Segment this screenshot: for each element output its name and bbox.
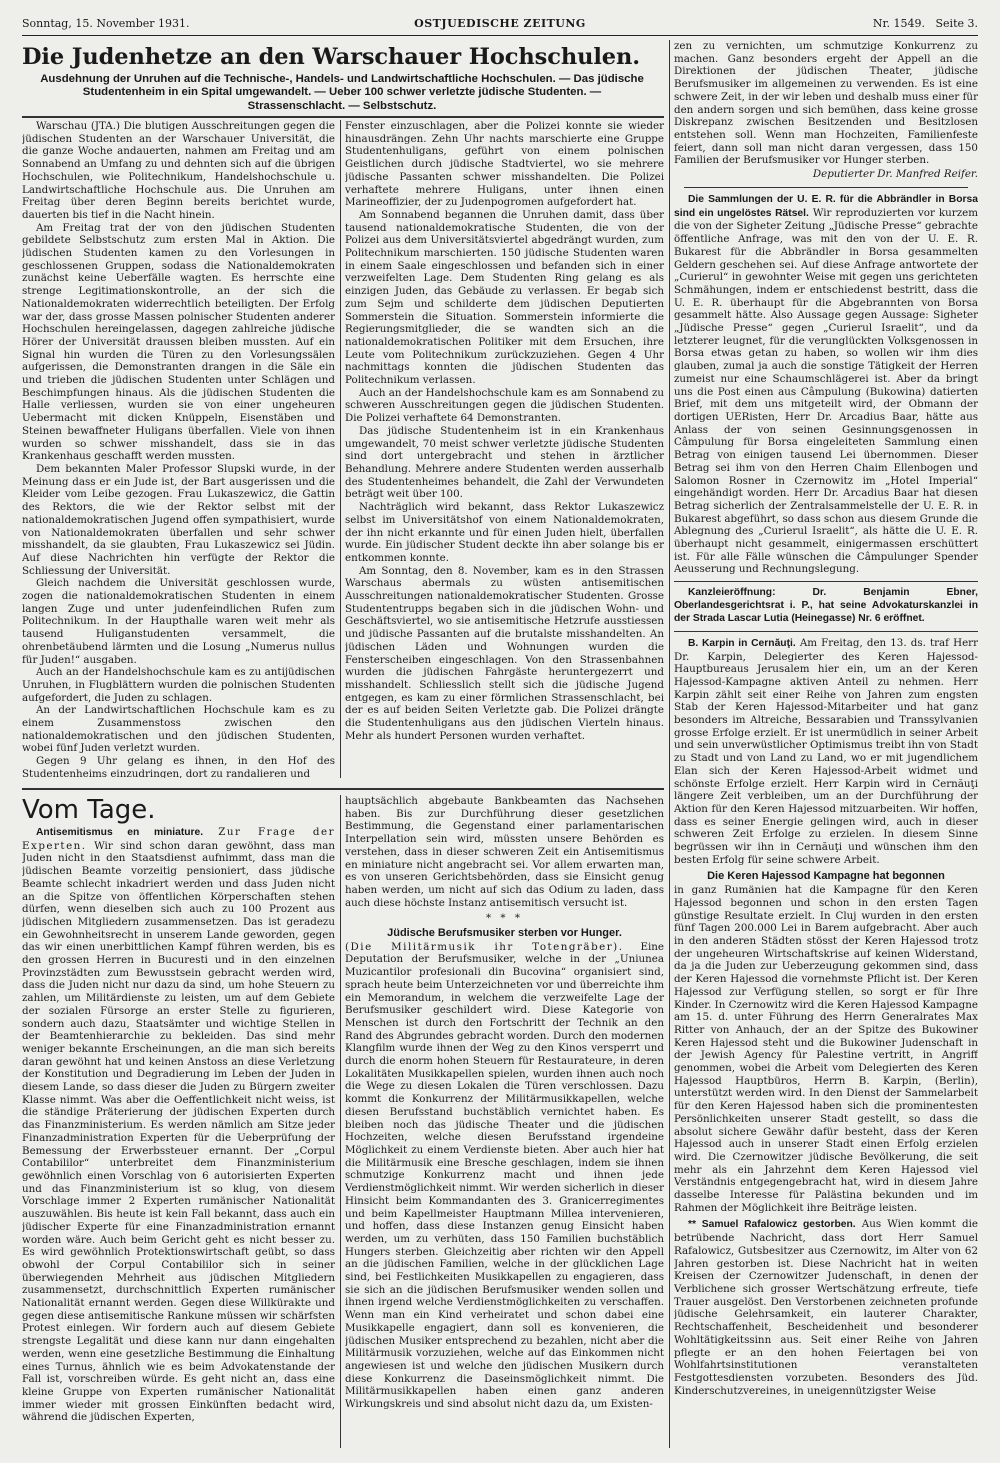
- article-title: B. Karpin in Cernăuţi.: [688, 637, 796, 649]
- article-title: ** Samuel Rafalowicz gestorben.: [688, 1219, 856, 1231]
- article-body: Wir reproduzierten vor kurzem die von der Sigheter Zeitung „Jüdische Presse“ gebrachte öffentliche Anfrage, was mit den von der U. E. R. Bukarest für die Abbrändler in Borsa gesammelten Geldern geschehen sei. Auf diese Anfrage antwortete der „Curierul“ in gewohnter Weise mit gegen uns gerichteten Schmähungen, indem er entschiedenst bestritt, dass die U. E. R. überhaupt für die Abgebrannten von Borsa gesammelt hätte. Also Aussage gegen Aussage: Sigheter „Jüdische Presse“ gegen „Curierul Israelit“, und da letzterer leugnet, für die verunglückten Volksgenossen in Borsa etwas getan zu haben, so wollen wir ihm dies glauben, zumal ja auch die sonstige Tätigkeit der Herren zumeist nur eine Schaumschlägerei ist. Aber da bringt uns die Post einen aus Câmpulung (Bukowina) datierten Brief, mit dem uns mitgeteilt wird, der Obmann der dortigen UERisten, Herr Dr. Arcadius Baar, hätte aus Anlass der von seinen Gesinnungsgenossen in Câmpulung für Borsa eingeleiteten Sammlung einen Betrag von einigen tausend Lei übernommen. Dieser Betrag sei ihm von den Herren Chaim Ellenbogen und Salomon Rosner in Czernowitz im „Hotel Imperial“ eingehändigt worden. Herr Dr. Arcadius Baar hat diesen Betrag sicherlich der Zentralsammelstelle der U. E. R. in Bukarest abgeführt, so dass schon aus diesem Grunde die Ablegnung des „Curierul Israelit“, als hätte die U. E. R. überhaupt nicht gesammelt, einigermassen erschüttert ist. Für alle Fälle wünschen die Câmpulunger Spender Aeusserung und Rechnungslegung.: [674, 206, 978, 576]
- subhead-rule: [22, 116, 664, 118]
- lead-paragraph: Gegen 9 Uhr gelang es ihnen, in den Hof des Studentenheims einzudringen, dort zu randalieren und: [22, 755, 335, 778]
- vom-tage-column-2: [345, 795, 664, 1448]
- running-head: [22, 13, 978, 36]
- article-rule: [674, 631, 978, 632]
- lead-paragraph: Das jüdische Studentenheim ist in ein Krankenhaus umgewandelt, 70 meist schwer verletzte jüdische Studenten sind dort untergebracht und stehen in ärztlicher Behandlung. Mehrere andere Studenten werden ausserhalb des Studentenheimes behandelt, die Zahl der Verwundeten beträgt weit über 100.: [345, 424, 664, 501]
- lead-paragraph: Nachträglich wird bekannt, dass Rektor Lukaszewicz selbst im Universitätshof von einem Nationaldemokraten, der ihn nicht erkannte und für einen Juden hielt, überfallen wurde. Ein jüdischer Student deckte ihn aber solange bis er entkommen konnte.: [345, 501, 664, 564]
- article-body: hauptsächlich abgebaute Bankbeamten das Nachsehen haben. Bis zur Durchführung dieser gesetzlichen Bestimmung, die Gegenstand einer parlamentarischen Interpellation sein wird, müssten unsere Behörden es verstehen, dass in dieser schweren Zeit ein Antisemitismus en miniature nicht angebracht sei. Vor allem erwarten man, es von unseren Gerichtsbehörden, dass sie Einsicht genug haben werden, um nicht auf sich das Odium zu laden, dass auch diese höchste Instanz antisemitisch versucht ist.: [345, 795, 664, 909]
- column-rule: [669, 40, 670, 1448]
- newspaper-name: OSTJUEDISCHE ZEITUNG: [414, 17, 586, 30]
- section-rule: [22, 788, 664, 790]
- issue-number: Nr. 1549.: [872, 17, 925, 30]
- article-body: Wir sind schon daran gewöhnt, dass man Juden nicht in den Staatsdienst aufnimmt, dass man die jüdischen Beamte vorzeitig pensioniert, dass jüdische Beamte schlecht inkadriert werden und dass Juden nicht an die Spitze von öffentlichen Körperschaften stehen dürfen, wenn dieselben sich auch zu 100 Prozent aus jüdischen Mitgliedern zusammensetzen. Das ist geradezu ein Gewohnheitsrecht in unserem Lande geworden, gegen das wir einen unerbittlichen Kampf führen werden, bis es den grossen Herren in Bucuresti und in den einzelnen Provinzstädten zum Bewusstsein gebracht werden wird, dass die Juden nicht nur dazu da sind, um hohe Steuern zu zahlen, um Militärdienste zu leisten, um auf dem Gebiete der sozialen Fürsorge an erster Stelle zu figurieren, sondern auch dazu, Staatsämter und wichtige Stellen in der Beamtenhierarchie zu bekleiden. Das sind mehr weniger bekannte Erscheinungen, an die man sich bereits daran gewöhnt hat und keinen Anstoss an diese Verletzung der Konstitution und Degradierung im Leben der Juden in diesem Lande, so dass dieser die Juden zu Bürgern zweiter Klasse nimmt. Was aber die Oeffentlichkeit nicht weiss, ist die ständige Präterierung der jüdischen Experten durch das Finanzministerium. Es werden nämlich am Sitze jeder Finanzadministration Experten für die Ueberprüfung der Bemessung der Erwerbssteuer ernannt. Der „Corpul Contabililor“ unterbreitet dem Finanzministerium gewöhnlich einen Vorschlag von 6 autorisierten Experten und das Finanzministerium ist so klug, von diesem Vorschlage immer 2 Experten rumänischer Nationalität auszuwählen. Bis heute ist kein Fall bekannt, dass auch ein jüdischer Experte für eine Finanzadministration ernannt worden wäre. Auch beim Gericht geht es nicht besser zu. Es wird gewöhnlich Protektionswirtschaft geübt, so dass obwohl der Corpul Contabililor sich in seiner überwiegenden Mehrheit aus jüdischen Mitgliedern zusammensetzt, durchschnittlich Experten rumänischer Nationalität ernannt werden. Gegen diese Willkürakte und gegen diese antisemitische Rankune müssen wir schärfsten Protest einlegen. Wir fordern auch auf diesem Gebiete strengste Legalität und diese kann nur dann eingehalten werden, wenn eine gesetzliche Bestimmung die Einhaltung eines Turnus, ähnlich wie es beim Advokatenstande der Fall ist, vorschreiben würde. Es geht nicht an, dass eine kleine Gruppe von Experten rumänischer Nationalität immer wieder mit grossen Einkünften bedacht wird, während die jüdischen Experten,: [22, 839, 335, 1424]
- article-title: Jüdische Berufsmusiker sterben vor Hunger.: [387, 927, 622, 940]
- lead-paragraph: Dem bekannten Maler Professor Slupski wurde, in der Meinung dass er ein Jude ist, der Bart ausgerissen und die Kleider vom Leibe gezogen. Frau Lukaszewicz, die Gattin des Rektors, die wie der Rektor selbst mit der nationaldemokratischen Jugend offen sympathisiert, wurde von Nationaldemokraten überfallen und sehr schwer misshandelt, da sie glaubten, Frau Lukaszewicz sei Jüdin. Auf diese Nachrichten hin verfügte der Rektor die Schliessung der Universität.: [22, 462, 335, 577]
- article-body: Aus Wien kommt die betrübende Nachricht, dass dort Herr Samuel Rafalowicz, Gutsbesitzer aus Czernowitz, im Alter von 62 Jahren gestorben ist. Diese Nachricht hat in weiten Kreisen der Czernowitzer Judenschaft, in denen der Verblichene sich grosser Wertschätzung erfreute, tiefe Trauer ausgelöst. Den Verstorbenen zeichneten profunde jüdische Gelehrsamkeit, ein lauterer Charakter, Rechtschaffenheit, Bescheidenheit und besonderer Wohltätigkeitssinn aus. Seit einer Reihe von Jahren pflegte er an den hohen Feiertagen bei von Wohlfahrtsinstitutionen veranstalteten Festgottesdiensten vorzubeten. Besonders des Jüd. Kinderschutzvereines, in uneigennützigster Weise: [674, 1218, 978, 1397]
- lead-paragraph: Gleich nachdem die Universität geschlossen wurde, zogen die nationaldemokratischen Studenten in einem langen Zuge und unter judenfeindlichen Rufen zum Politechnikum. In der Haupthalle waren weit mehr als tausend Huliganstudenten versammelt, die ohrenbetäubend lärmten und die Losung „Numerus nullus für Juden!“ ausgaben.: [22, 577, 335, 666]
- article-subtitle: (Die Militärmusik ihr Totengräber).: [345, 940, 624, 953]
- lead-paragraph: Auch an der Handelshochschule kam es zu antijüdischen Unruhen, in Flugblättern wurden die polnischen Studenten aufgefordert, die Juden zu schlagen.: [22, 666, 335, 704]
- article-body: zen zu vernichten, um schmutzige Konkurrenz zu machen. Ganz besonders ergeht der Appell an die Direktionen der jüdischen Theater, jüdische Berufsmusiker im allgemeinen zu verwenden. Es ist eine schwere Zeit, in der wir leben und deshalb muss einer für den andern sorgen und sich bemühen, dass keine grosse Diskrepanz zwischen Besitzenden und Besitzlosen entstehen soll. Wenn man Hochzeiten, Familienfeste feiert, dann soll man nicht daran vergessen, dass 150 Familien der Berufsmusiker vor Hunger sterben.: [674, 40, 978, 167]
- lead-column-2: [345, 120, 664, 778]
- lead-paragraph: Auch an der Handelshochschule kam es am Sonnabend zu schweren Ausschreitungen gegen die jüdischen Studenten. Die Polizei verhaftete 64 Demonstranten.: [345, 386, 664, 425]
- article-body: in ganz Rumänien hat die Kampagne für den Keren Hajessod begonnen und schon in den ersten Tagen günstige Resultate erzielt. In Cluj wurden in den ersten fünf Tagen 200.000 Lei in Barem aufgebracht. Aber auch in den anderen Städten stösst der Keren Hajessod trotz der ungeheuren Wirtschaftskrise auf keinen Widerstand, da ja die Juden zur Ueberzeugung gekommen sind, dass der Keren Hajessod die vornehmste Pflicht ist. Der Keren Hajessod zur Verfügung stellen, so sorgt er für Ihre Kinder. In Czernowitz wird die Keren Hajessod Kampagne am 15. d. unter Führung des Herrn Generalrates Max Ritter von Anhauch, der an der Spitze des Bukowiner Keren Hajessod steht und die Bukowiner Judenschaft in der Jewish Agency für Palestine vertritt, in Angriff genommen, wobei die Arbeit vom Delegierten des Keren Hajessod Hauptbüros, Herrn B. Karpin, (Berlin), unterstützt werden wird. In den Dienst der Sammelarbeit für den Keren Hajessod haben sich die prominentesten Persönlichkeiten unserer Stadt gestellt, so dass die absolut sichere Gewähr dafür besteht, dass der Keren Hajessod auch in unserer Stadt einen Erfolg erzielen wird. Die Czernowitzer jüdische Bevölkerung, die seit mehr als ein Jahrzehnt dem Keren Hajessod viel Verständnis entgegengebracht hat, wird in diesem Jahre dasselbe Interesse für Palästina bekunden und im Rahmen der Möglichkeit ihre Beiträge leisten.: [674, 884, 978, 1214]
- lead-paragraph: Am Sonnabend begannen die Unruhen damit, dass über tausend nationaldemokratische Studenten, die von der Polizei aus dem Universitätsviertel abgedrängt wurden, zum Politechnikum marschierten. 150 jüdische Studenten waren in einem Saale eingeschlossen und befanden sich in einer verzweifelten Lage. Dem Studenten Ring gelang es als einzigen Juden, das Gebäude zu verlassen. Er begab sich zum Sejm und schilderte dem jüdischen Deputierten Sommerstein die Situation. Sommerstein informierte die Regierungsmitglieder, die se wandten sich an die nationaldemokratischen Politiker mit dem Ersuchen, ihre Leute vom Politechnikum zurückzuziehen. Gegen 4 Uhr nachmittags konnten die jüdischen Studenten das Politechnikum verlassen.: [345, 208, 664, 387]
- article-title: Die Keren Hajessod Kampagne hat begonnen: [707, 870, 945, 883]
- lead-paragraph: Am Freitag trat der von den jüdischen Studenten gebildete Selbstschutz zum ersten Mal in Aktion. Die jüdischen Studenten kamen zu den Vorlesungen in geschlossenen Gruppen, sodass die Nationaldemokraten zunächst keine Ueberfälle wagten. Es herrschte eine strenge Legitimationskontrolle, an der sich die Nationaldemokraten widerrechtlich beteiligten. Der Erfolg war der, dass grosse Massen polnischer Studenten anderer Hochschulen hereingelassen, dagegen zahlreiche jüdische Hörer der Universität draussen bleiben mussten. Auf ein Signal hin wurden die Türen zu den Vorlesungssälen aufgerissen, die Demonstranten drangen in die Säle ein und trieben die jüdischen Studenten unter Schlägen und Beschimpfungen hinaus. Als die jüdischen Studenten die Halle verliessen, wurden sie von einer ungeheuren Uebermacht mit dicken Knüppeln, Eisenstäben und Steinen bewaffneter Huligans überfallen. Viele von ihnen wurden so schwer misshandelt, dass sie in das Krankenhaus geschafft werden mussten.: [22, 221, 335, 463]
- section-separator-stars: * * *: [486, 912, 523, 925]
- article-title: Die Sammlungen der U. E. R. für die Abbrändler in Borsa sind ein ungelöstes Rätsel.: [674, 194, 978, 219]
- column-rule: [340, 120, 341, 778]
- article-body: Am Freitag, den 13. ds. traf Herr Dr. Karpin, Delegierter des Keren Hajessod-Hauptbureaus Jerusalem hier ein, um an der Keren Hajessod-Kampagne aktiven Anteil zu nehmen. Herr Karpin zählt seit einer Reihe von Jahren zum engsten Stab der Keren Hajessod-Mitarbeiter und hat ganz besonders im Altreiche, Bessarabien und Transsylvanien grosse Erfolge erzielt. Er ist unermüdlich in seiner Arbeit und sein unverwüstlicher Optimismus treibt ihn von Stadt zu Stadt und von Land zu Land, wo er mit jugendlichem Elan sich der Keren Hajessod-Arbeit widmet und schönste Erfolge erzielt. Herr Karpin wird in Cernăuţi längere Zeit verbleiben, um an der Durchführung der Aktion für den Keren Hajessod mitzuarbeiten. Wir hoffen, dass es seiner Energie gelingen wird, auch in dieser schweren Zeit Erfolge zu erzielen. In diesem Sinne begrüssen wir ihn in Cernăuţi und wünschen ihm den besten Erfolg für seine schwere Arbeit.: [674, 636, 978, 866]
- issue-page: [873, 17, 978, 30]
- article-subtitle: Zur Frage der Experten.: [22, 826, 335, 852]
- vom-tage-column-1: [22, 826, 335, 1448]
- lead-column-1: [22, 120, 335, 778]
- page-number: Seite 3.: [935, 17, 978, 30]
- kanzlei-notice: Kanzleieröffnung: Dr. Benjamin Ebner, Oberlandesgerichtsrat i. P., hat seine Advokaturskanzlei in der Strada Lascar Lutia (Heinegasse) Nr. 6 eröffnet.: [674, 587, 978, 624]
- lead-headline: Die Judenhetze an den Warschauer Hochschulen.: [22, 44, 640, 70]
- lead-paragraph: Warschau (JTA.) Die blutigen Ausschreitungen gegen die jüdischen Studenten an der Warschauer Universität, die die ganze Woche andauerten, nahmen am Freitag und am Sonnabend an Umfang zu und dehnten sich auf die übrigen Hochschulen, wie Politechnikum, Handelshochschule u. Landwirtschaftliche Hochschule aus. Die Unruhen am Freitag über deren Beginn bereits berichtet wurde, dauerten bis tief in die Nacht hinein.: [22, 120, 335, 221]
- article-signature: Deputierter Dr. Manfred Reifer.: [812, 168, 978, 181]
- article-body: Eine Deputation der Berufsmusiker, welche in der „Uniunea Muzicantilor profesionali din Bucovina“ organisiert sind, sprach heute beim Unterzeichneten vor und überreichte ihm ein Memorandum, in welchem die verzweifelte Lage der Berufsmusiker geschildert wird. Diese Kategorie von Menschen ist durch den Fortschritt der Technik an den Rand des Abgrundes gebracht worden. Durch den modernen Klangfilm wurde ihnen der Weg zu den Kinos versperrt und durch die enorm hohen Steuern für Restaurateure, in deren Lokalitäten Musikkapellen spielen, wurden ihnen auch noch die Wege zu diesen Lokalen die Türen verschlossen. Dazu kommt die Konkurrenz der Militärmusikkapellen, welche diesen Berufsstand buchstäblich vernichtet haben. Es bleiben noch das jüdische Theater und die jüdischen Hochzeiten, welche diesen Berufsstand irgendeine Möglichkeit zu einem Verdienste bieten. Aber auch hier hat die Militärmusik eine Bresche geschlagen, indem sie ihnen schmutzige Konkurrenz macht und ihnen jede Verdienstmöglichkeit nimmt. Wir werden sicherlich in dieser Hinsicht beim Kommandanten des 3. Granicerregimentes und beim Kapellmeister Hauptmann Millea intervenieren, und hoffen, dass diese Instanzen genug Einsicht haben werden, um zu verhüten, dass 150 Familien buchstäblich Hungers sterben. Gleichzeitig aber richten wir den Appell an die jüdischen Familien, welche in der glücklichen Lage sind, bei Festlichkeiten Musikkapellen zu engagieren, dass sie sich an die jüdischen Berufsmusiker wenden sollen und ihnen irgend welche Verdienstmöglichkeiten zu verschaffen. Wenn man ein Kind verheiratet und schon dabei eine Musikkapelle engagiert, dann soll es konvenieren, die jüdischen Musiker entsprechend zu bezahlen, nicht aber die Militärmusik vorzuziehen, welche auf das Einkommen nicht angewiesen ist und welche den jüdischen Musikern durch diese Konkurrenz die Daseinsmöglichkeit nimmt. Die Militärmusikkapellen haben einen ganz anderen Wirkungskreis und sind absolut nicht dazu da, um Existen-: [345, 940, 664, 1411]
- lead-paragraph: Am Sonntag, den 8. November, kam es in den Strassen Warschaus abermals zu wüsten antisemitischen Ausschreitungen nationaldemokratischer Studenten. Grosse Studententrupps begaben sich in die jüdischen Wohn- und Geschäftsviertel, wo sie antisemitische Hetzrufe ausstiessen und jüdische Passanten auf die brutalste misshandelten. An jüdischen Läden und Wohnungen wurden die Fensterscheiben eingeschlagen. Von den Strassenbahnen wurden die jüdischen Fahrgäste heruntergezerrt und misshandelt. Schliesslich stellt sich die jüdische Jugend entgegen, es kam zu einer förmlichen Strassenschlacht, bei der es auf beiden Seiten Verletzte gab. Die Polizei drängte die Studentenhuligans aus den jüdischen Vierteln hinaus. Mehr als hundert Personen wurden verhaftet.: [345, 564, 664, 742]
- lead-paragraph: Fenster einzuschlagen, aber die Polizei konnte sie wieder hinausdrängen. Zehn Uhr nachts marschierte eine Gruppe Studentenhuligans, geführt von einem polnischen Geistlichen durch jüdische Stadtviertel, wo sie mehrere jüdische Passanten schwer misshandelten. Die Polizei verhaftete mehrere Huligans, unter ihnen einen Marineoffizier, der zu Judenpogromen aufgefordert hat.: [345, 120, 664, 209]
- column-rule: [340, 795, 341, 1448]
- article-rule: [674, 581, 978, 582]
- article-rule: [684, 187, 968, 188]
- lead-subhead: Ausdehnung der Unruhen auf die Technische-, Handels- und Landwirtschaftliche Hochschulen. — Das jüdische Studentenheim in ein Spital umgewandelt. — Ueber 100 schwer verletzte jüdische Studenten. — Strassenschlacht. — Selbstschutz.: [40, 73, 644, 112]
- right-column: [674, 40, 978, 1448]
- lead-paragraph: An der Landwirtschaftlichen Hochschule kam es zu einem Zusammenstoss zwischen den nationaldemokratischen und den jüdischen Studenten, wobei fünf Juden verletzt wurden.: [22, 704, 335, 755]
- article-title: Antisemitismus en miniature.: [36, 827, 204, 838]
- section-title-vom-tage: Vom Tage.: [22, 795, 156, 825]
- issue-date: Sonntag, 15. November 1931.: [22, 17, 190, 30]
